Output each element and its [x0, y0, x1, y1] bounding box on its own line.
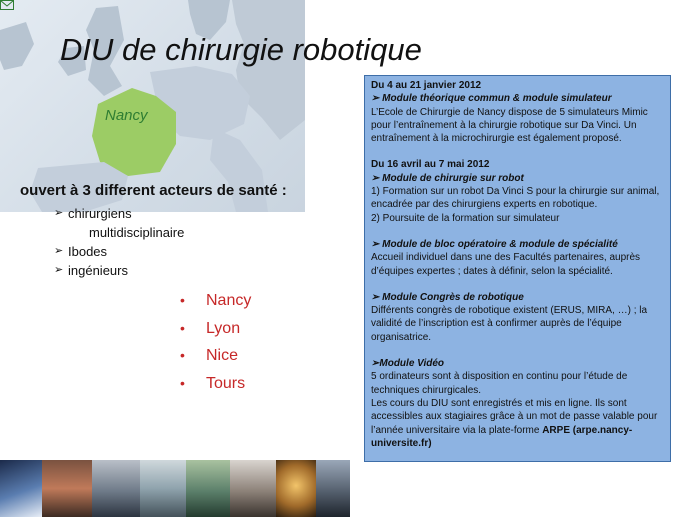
- program-block: [371, 357, 664, 450]
- list-item: [54, 242, 184, 261]
- block-text: Différents congrès de robotique existent (ERUS, MIRA, …) ; la validité de l’inscription est à confirmer auprès de l’équipe organisatrice.: [371, 305, 648, 343]
- city-label: Nancy: [206, 292, 252, 309]
- photo-lecture: [316, 460, 350, 517]
- block-date: Du 16 avril au 7 mai 2012: [371, 159, 490, 171]
- city-label: Tours: [206, 374, 246, 392]
- photo-robot-closeup: [276, 460, 316, 517]
- actor-sublabel: multidisciplinaire: [89, 225, 185, 240]
- city-label: Lyon: [206, 319, 241, 337]
- actor-label: Ibodes: [68, 244, 108, 259]
- block-text: Accueil individuel dans une des Facultés partenaires, auprès d’équipes expertes ; dates à définir, selon la spécialité.: [371, 252, 641, 277]
- program-block: [371, 291, 664, 344]
- list-item: [54, 204, 184, 223]
- program-block: [371, 79, 664, 145]
- photo-operating-room: [140, 460, 186, 517]
- arpe-link[interactable]: ARPE (arpe.nancy-universite.fr): [371, 424, 633, 449]
- page-title: DIU de chirurgie robotique: [60, 32, 422, 67]
- bullet-icon: •: [180, 319, 185, 336]
- arrow-bullet-icon: ➢: [54, 264, 64, 276]
- block-text: 2) Poursuite de la formation sur simulateur: [371, 212, 560, 224]
- block-text: 1) Formation sur un robot Da Vinci S pour la chirurgie sur animal, encadrée par des chirurgiens experts en robotique.: [371, 186, 660, 211]
- envelope-icon: [0, 0, 14, 10]
- block-date: Du 4 au 21 janvier 2012: [371, 80, 482, 91]
- map-city-label: Nancy: [105, 107, 148, 124]
- block-module: ➢ Module théorique commun & module simulateur: [371, 93, 612, 105]
- bullet-icon: •: [180, 347, 185, 363]
- block-module: ➢Module Vidéo: [371, 358, 445, 370]
- actor-label: ingénieurs: [68, 263, 128, 278]
- list-item: [54, 261, 184, 280]
- photo-console: [230, 460, 276, 517]
- block-module: ➢ Module de chirurgie sur robot: [371, 172, 524, 184]
- arrow-bullet-icon: ➢: [54, 245, 64, 257]
- bullet-icon: •: [180, 292, 185, 308]
- city-list: [180, 287, 251, 397]
- block-text: L’Ecole de Chirurgie de Nancy dispose de 5 simulateurs Mimic pour l’entraînement à la chirurgie robotique sur Da Vinci. Un entraînement à la microchirurgie est également proposé.: [371, 106, 648, 145]
- block-text: 5 ordinateurs sont à disposition en continu pour l’étude de techniques chirurgicales.: [371, 371, 628, 396]
- program-block: [371, 158, 664, 224]
- bullet-icon: •: [180, 374, 185, 391]
- audience-heading: ouvert à 3 different acteurs de santé :: [20, 182, 287, 199]
- block-text: [371, 397, 664, 450]
- photo-classroom: [42, 460, 92, 517]
- photo-training: [92, 460, 140, 517]
- city-label: Nice: [206, 347, 239, 364]
- program-block: [371, 238, 664, 278]
- block-module: ➢ Module Congrès de robotique: [371, 291, 524, 303]
- program-panel: [364, 75, 671, 462]
- actor-label: chirurgiens: [68, 206, 132, 221]
- list-item: [180, 370, 251, 398]
- photo-robot-arm: [0, 460, 42, 517]
- photo-surgeons: [186, 460, 230, 517]
- list-item: [180, 287, 251, 315]
- list-item: [180, 342, 251, 370]
- block-module: ➢ Module de bloc opératoire & module de spécialité: [371, 238, 618, 250]
- block-text-part: Les cours du DIU sont enregistrés et mis en ligne. Ils sont accessibles aux stagiaires grâce à un mot de passe valable pour l’année universitaire via la plate-forme: [371, 397, 658, 436]
- arrow-bullet-icon: ➢: [54, 207, 64, 219]
- photo-strip: [0, 460, 350, 517]
- actor-list: [54, 204, 184, 280]
- list-item: [180, 315, 251, 343]
